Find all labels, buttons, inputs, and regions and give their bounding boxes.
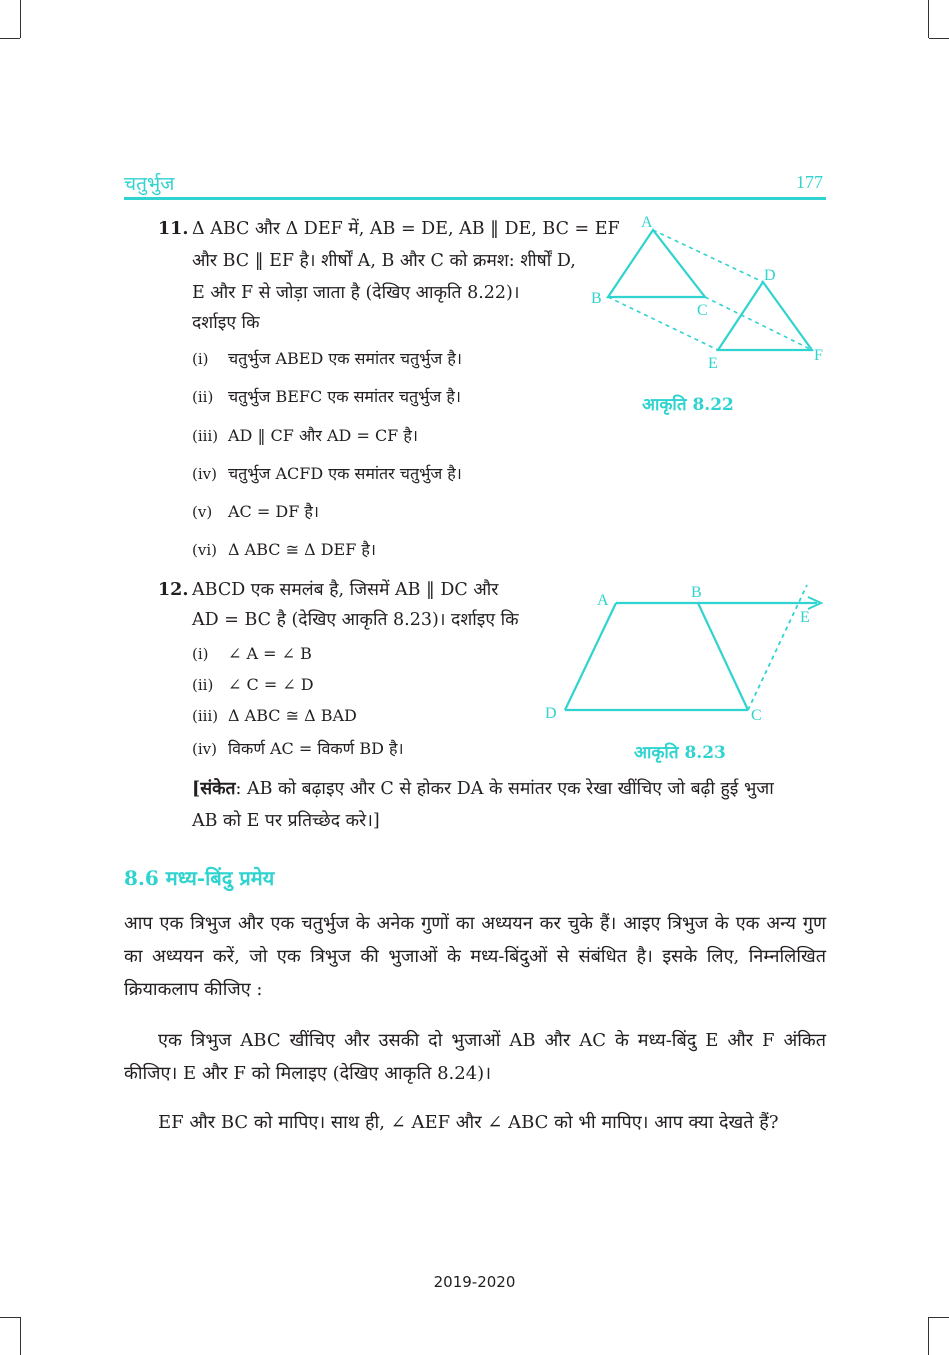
q11-part-iv xyxy=(192,464,462,484)
label-e: E xyxy=(800,609,810,626)
q11-line-3: E और F से जोड़ा जाता है (देखिए आकृति 8.22)। xyxy=(192,283,520,303)
crop-mark-top-right-v xyxy=(928,0,929,38)
label-f: F xyxy=(814,347,823,364)
page-number: 177 xyxy=(796,172,823,192)
q11-number: 11. xyxy=(158,219,189,239)
dashed-cf xyxy=(705,297,812,350)
part-text: ∠ C = ∠ D xyxy=(228,675,314,694)
triangle-def xyxy=(718,282,812,350)
q11-part-vi xyxy=(192,540,376,560)
q12-line-2: AD = BC है (देखिए आकृति 8.23)। दर्शाइए कि xyxy=(192,610,519,630)
part-text: ∠ A = ∠ B xyxy=(228,644,312,663)
roman-numeral: (ii) xyxy=(192,388,214,406)
q12-hint-line-2: AB को E पर प्रतिच्छेद करे।] xyxy=(192,811,380,831)
crop-mark-top-left-v xyxy=(20,0,21,38)
figure-8-23 xyxy=(535,580,835,730)
roman-numeral: (iii) xyxy=(192,707,219,725)
label-d: D xyxy=(764,267,776,284)
label-a: A xyxy=(597,592,609,609)
label-a: A xyxy=(641,214,653,231)
section-paragraph-3: EF और BC को मापिए। साथ ही, ∠ AEF और ∠ ABC को भी मापिए। आप क्या देखते हैं? xyxy=(158,1112,779,1133)
q11-part-iii xyxy=(192,426,418,446)
q11-line-2: और BC ‖ EF है। शीर्षों A, B और C को क्रमश: शीर्षों D, xyxy=(192,251,576,271)
crop-mark-bottom-right-v xyxy=(928,1317,929,1355)
q12-part-ii xyxy=(192,675,314,695)
figure-8-23-caption: आकृति 8.23 xyxy=(634,743,726,763)
label-b: B xyxy=(691,584,702,601)
part-text: विकर्ण AC = विकर्ण BD है। xyxy=(228,739,404,758)
side-bc xyxy=(698,603,748,710)
q12-number: 12. xyxy=(158,580,189,600)
crop-mark-bottom-left-v xyxy=(20,1317,21,1355)
roman-numeral: (vi) xyxy=(192,541,217,559)
label-e: E xyxy=(708,355,718,372)
q12-part-i xyxy=(192,644,312,664)
figure-8-22-caption: आकृति 8.22 xyxy=(642,395,734,415)
part-text: AD ‖ CF और AD = CF है। xyxy=(228,426,418,445)
roman-numeral: (v) xyxy=(192,503,213,521)
part-text: चतुर्भुज ABED एक समांतर चतुर्भुज है। xyxy=(228,349,462,368)
roman-numeral: (iv) xyxy=(192,465,217,483)
dashed-ad xyxy=(653,230,763,282)
label-b: B xyxy=(591,290,602,307)
side-ad xyxy=(565,603,616,710)
footer-year: 2019-2020 xyxy=(433,1273,516,1291)
part-text: AC = DF है। xyxy=(228,502,319,521)
q11-part-v xyxy=(192,502,319,522)
q11-part-ii xyxy=(192,387,461,407)
header-rule xyxy=(124,197,826,200)
section-paragraph-1: आप एक त्रिभुज और एक चतुर्भुज के अनेक गुणों का अध्ययन कर चुके हैं। आइए त्रिभुज के एक अन्य गुण का अध्ययन करें, जो एक त्रिभुज की भुजाओं के मध्य-बिंदुओं से संबंधित है। इसके लिए, निम्नलिखित क्रियाकलाप कीजिए : xyxy=(124,913,826,1000)
part-text: Δ ABC ≅ Δ DEF है। xyxy=(228,540,376,559)
hint-label: [संकेत xyxy=(192,779,236,799)
triangle-abc xyxy=(608,230,705,297)
chapter-title: चतुर्भुज xyxy=(124,173,175,195)
crop-mark-bottom-left-h xyxy=(0,1317,20,1318)
q12-part-iii xyxy=(192,706,357,726)
q11-part-i xyxy=(192,349,462,369)
crop-mark-top-right-h xyxy=(929,38,949,39)
q11-line-1: Δ ABC और Δ DEF में, AB = DE, AB ‖ DE, BC = EF xyxy=(192,219,620,239)
q11-line-4: दर्शाइए कि xyxy=(192,313,260,333)
figure-8-22 xyxy=(580,205,840,385)
label-c: C xyxy=(697,302,708,319)
hint-text: : AB को बढ़ाइए और C से होकर DA के समांतर एक रेखा खींचिए जो बढ़ी हुई भुजा xyxy=(235,779,774,799)
roman-numeral: (iv) xyxy=(192,740,217,758)
roman-numeral: (i) xyxy=(192,645,209,663)
q12-hint-line-1 xyxy=(192,779,774,799)
section-title: 8.6 मध्य-बिंदु प्रमेय xyxy=(124,866,275,890)
part-text: चतुर्भुज BEFC एक समांतर चतुर्भुज है। xyxy=(228,387,461,406)
part-text: Δ ABC ≅ Δ BAD xyxy=(228,706,357,725)
label-c: C xyxy=(751,707,762,724)
section-paragraph-2: एक त्रिभुज ABC खींचिए और उसकी दो भुजाओं AB और AC के मध्य-बिंदु E और F अंकित कीजिए। E और F को मिलाइए (देखिए आकृति 8.24)। xyxy=(124,1030,826,1084)
roman-numeral: (ii) xyxy=(192,676,214,694)
crop-mark-bottom-right-h xyxy=(929,1317,949,1318)
roman-numeral: (i) xyxy=(192,350,209,368)
part-text: चतुर्भुज ACFD एक समांतर चतुर्भुज है। xyxy=(228,464,462,483)
q12-part-iv xyxy=(192,739,404,759)
roman-numeral: (iii) xyxy=(192,427,219,445)
q12-line-1: ABCD एक समलंब है, जिसमें AB ‖ DC और xyxy=(192,580,499,600)
crop-mark-top-left-h xyxy=(0,38,20,39)
label-d: D xyxy=(545,705,557,722)
